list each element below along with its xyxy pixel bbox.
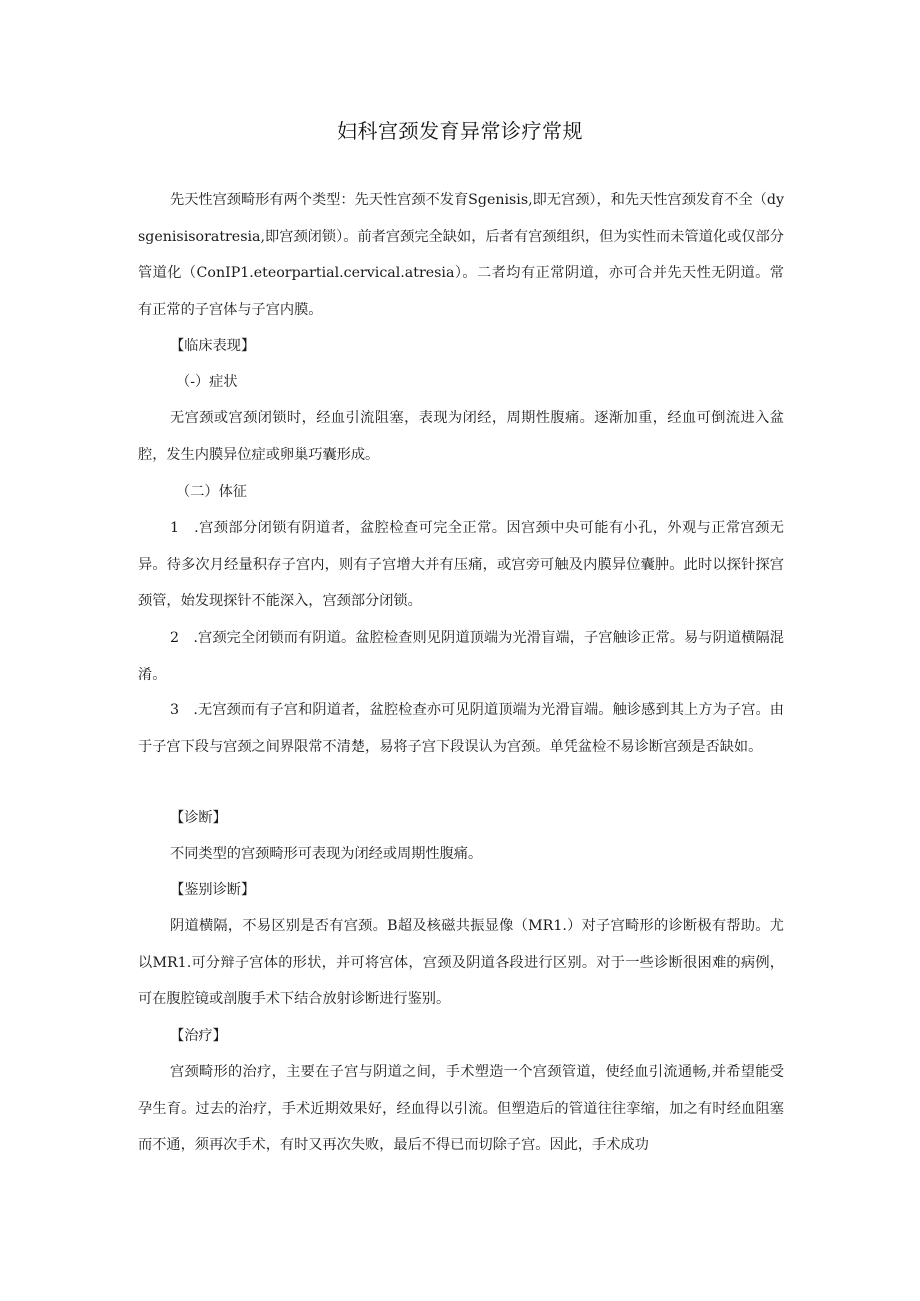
clinical-heading: 【临床表现】 [170,338,256,354]
intro-paragraph: 先天性宫颈畸形有两个类型：先天性宫颈不发育Sgenisis,即无宫颈），和先天性宫颈发育不全（dysgenisisoratresia,即宫颈闭锁）。前者宫颈完全缺如，后者有宫颈组织，但为实性而未管道化或仅部分管道化（ConIP1.eteorpartial.cervical.atresia）。二者均有正常阴道，亦可合并先天性无阴道。常有正常的子宫体与子宫内膜。 [138,192,784,318]
symptoms-paragraph: 无宫颈或宫颈闭锁时，经血引流阻塞，表现为闭经，周期性腹痛。逐渐加重，经血可倒流进入盆腔，发生内膜异位症或卵巢巧囊形成。 [138,410,784,463]
sign-2-paragraph: 2 .宫颈完全闭锁而有阴道。盆腔检查则见阴道顶端为光滑盲端，子宫触诊正常。易与阴道横隔混淆。 [138,630,784,683]
differential-paragraph: 阴道横隔，不易区别是否有宫颈。B超及核磁共振显像（MR1.）对子宫畸形的诊断极有帮助。尤以MR1.可分辩子宫体的形状，并可将宫体，宫颈及阴道各段进行区别。对于一些诊断很困难的病例，可在腹腔镜或剖腹手术下结合放射诊断进行鉴别。 [138,918,784,1007]
treatment-heading: 【治疗】 [170,1028,227,1044]
sign-3-paragraph: 3 .无宫颈而有子宫和阴道者，盆腔检查亦可见阴道顶端为光滑盲端。触诊感到其上方为子宫。由于子宫下段与宫颈之间界限常不清楚，易将子宫下段误认为宫颈。单凭盆检不易诊断宫颈是否缺如。 [138,702,784,755]
symptoms-heading: （-）症状 [176,374,238,390]
differential-heading: 【鉴别诊断】 [170,882,256,898]
signs-heading: （二）体征 [176,484,247,500]
treatment-paragraph: 宫颈畸形的治疗，主要在子宫与阴道之间，手术塑造一个宫颈管道，使经血引流通畅,并希望能受孕生育。过去的治疗，手术近期效果好，经血得以引流。但塑造后的管道往往挛缩，加之有时经血阻塞而不通，须再次手术，有时又再次失败，最后不得已而切除子宫。因此，手术成功 [138,1064,784,1153]
diagnosis-paragraph: 不同类型的宫颈畸形可表现为闭经或周期性腹痛。 [170,846,483,862]
sign-1-paragraph: 1 .宫颈部分闭锁有阴道者，盆腔检查可完全正常。因宫颈中央可能有小孔，外观与正常宫颈无异。待多次月经量积存子宫内，则有子宫增大并有压痛，或宫旁可触及内膜异位囊肿。此时以探针探宫颈管，始发现探针不能深入，宫颈部分闭锁。 [138,520,784,609]
diagnosis-heading: 【诊断】 [170,810,227,826]
document-title: 妇科宫颈发育异常诊疗常规 [337,119,583,143]
